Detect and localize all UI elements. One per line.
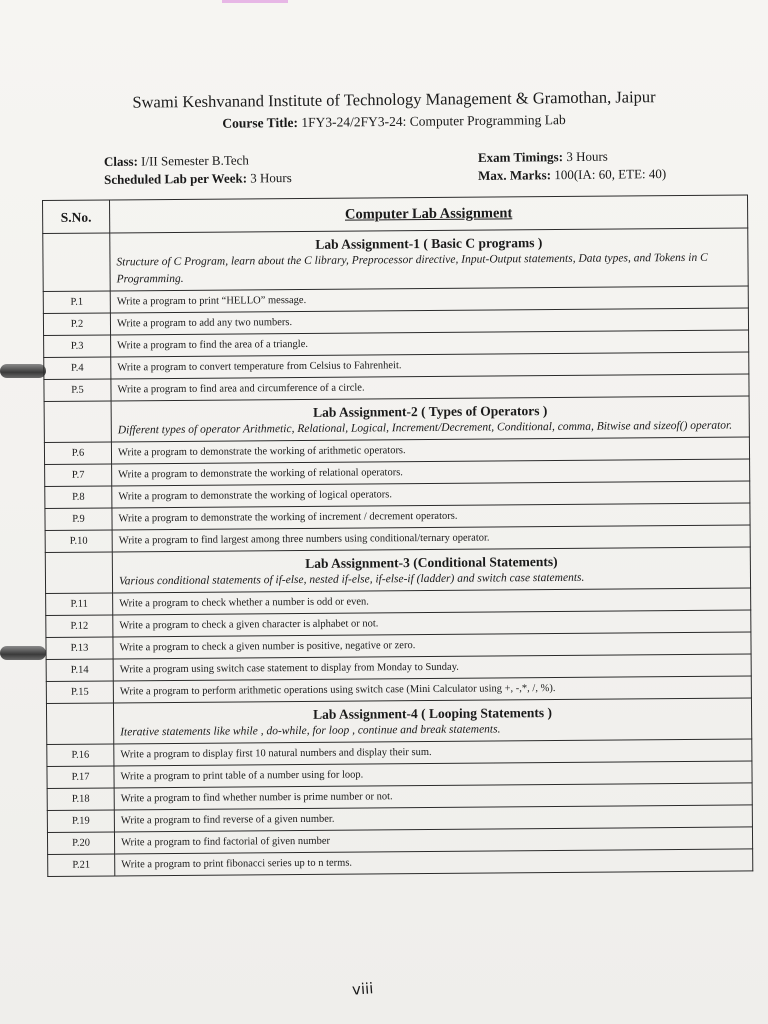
row-text: Write a program to demonstrate the working of arithmetic operators. [111, 437, 749, 464]
row-text: Write a program to find area and circumference of a circle. [111, 374, 749, 401]
row-text: Write a program using switch case statement to display from Monday to Sunday. [113, 654, 751, 681]
row-text: Write a program to demonstrate the working of logical operators. [112, 481, 750, 508]
section-title: Lab Assignment-2 ( Types of Operators ) [312, 403, 548, 420]
table-body [43, 228, 753, 877]
section-empty-cell [43, 233, 110, 292]
row-number: P.11 [46, 593, 113, 616]
section-description: Various conditional statements of if-else, nested if-else, if-else-if (ladder) and switch case statements. [118, 571, 585, 588]
binder-ring [0, 646, 46, 660]
assignment-header [110, 195, 748, 233]
table-header-row [43, 195, 748, 234]
row-text: Write a program to check a given character is alphabet or not. [113, 610, 751, 637]
section-header-row [45, 547, 750, 594]
row-number: P.6 [44, 442, 111, 465]
row-number: P.2 [43, 313, 110, 336]
section-cell [111, 396, 749, 442]
assignment-table-wrapper [42, 194, 753, 877]
marks-value: 100(IA: 60, ETE: 40) [554, 166, 667, 183]
institute-title: Swami Keshvanand Institute of Technology Management & Gramothan, Jaipur [132, 87, 656, 112]
row-number: P.3 [44, 335, 111, 358]
row-text: Write a program to find reverse of a given number. [114, 805, 752, 832]
row-text: Write a program to check whether a number is odd or even. [113, 588, 751, 615]
section-title: Lab Assignment-1 ( Basic C programs ) [315, 235, 543, 252]
exam-label: Exam Timings: [477, 149, 564, 165]
lab-value: 3 Hours [250, 170, 292, 186]
row-number: P.9 [45, 508, 112, 531]
row-number: P.14 [46, 659, 113, 682]
row-number: P.10 [45, 530, 112, 553]
row-text: Write a program to print fibonacci series up to n terms. [115, 849, 753, 876]
row-text: Write a program to demonstrate the working of increment / decrement operators. [112, 503, 750, 530]
row-number: P.18 [47, 788, 114, 811]
course-label: Course Title: [222, 114, 299, 131]
row-number: P.21 [48, 854, 115, 877]
row-text: Write a program to find whether number is prime number or not. [114, 783, 752, 810]
row-text: Write a program to print table of a number using for loop. [114, 761, 752, 788]
table-row [48, 849, 753, 877]
section-description: Different types of operator Arithmetic, Relational, Logical, Increment/Decrement, Conditional, comma, Bitwise and sizeof() operator. [117, 419, 733, 437]
row-text: Write a program to find largest among three numbers using conditional/ternary operator. [112, 525, 750, 552]
row-number: P.7 [45, 464, 112, 487]
page-number: viii [351, 979, 374, 999]
row-text: Write a program to perform arithmetic operations using switch case (Mini Calculator using +, -,*, /, %). [113, 676, 751, 703]
row-text: Write a program to demonstrate the working of relational operators. [112, 459, 750, 486]
row-number: P.8 [45, 486, 112, 509]
row-text: Write a program to add any two numbers. [110, 308, 748, 335]
section-empty-cell [45, 552, 112, 594]
exam-value: 3 Hours [566, 148, 608, 165]
assignment-table [42, 194, 753, 877]
section-title: Lab Assignment-3 (Conditional Statements) [305, 553, 558, 571]
row-number: P.20 [47, 832, 114, 855]
row-number: P.13 [46, 637, 113, 660]
class-label: Class: [103, 153, 138, 169]
pink-mark [222, 0, 288, 3]
class-value: I/II Semester B.Tech [141, 152, 249, 169]
sno-header: S.No. [43, 200, 110, 234]
section-empty-cell [46, 703, 113, 745]
marks-label: Max. Marks: [478, 167, 552, 183]
row-text: Write a program to convert temperature from Celsius to Fahrenheit. [111, 352, 749, 379]
course-title [0, 110, 768, 134]
row-text: Write a program to display first 10 natural numbers and display their sum. [114, 739, 752, 766]
section-header-row [44, 396, 749, 443]
section-description: Structure of C Program, learn about the C library, Preprocessor directive, Input-Output statements, Data types, and Tokens in C Programming. [116, 251, 708, 286]
row-number: P.4 [44, 357, 111, 380]
section-title: Lab Assignment-4 ( Looping Statements ) [313, 705, 553, 722]
section-header-row [46, 698, 751, 745]
meta-right [478, 147, 666, 185]
section-cell [113, 698, 751, 744]
row-number: P.5 [44, 379, 111, 402]
row-number: P.12 [46, 615, 113, 638]
row-number: P.16 [47, 744, 114, 767]
section-header-row [43, 228, 748, 292]
course-value: 1FY3-24/2FY3-24: Computer Programming Lab [301, 112, 566, 130]
section-description: Iterative statements like while , do-while, for loop , continue and break statements. [120, 723, 501, 739]
meta-left [104, 151, 292, 189]
row-text: Write a program to print “HELLO” message. [110, 286, 748, 313]
row-number: P.1 [43, 291, 110, 314]
row-text: Write a program to check a given number is positive, negative or zero. [113, 632, 751, 659]
row-number: P.15 [46, 681, 113, 704]
row-number: P.19 [47, 810, 114, 833]
row-text: Write a program to find factorial of given number [114, 827, 752, 854]
binder-ring [0, 364, 46, 378]
section-empty-cell [44, 401, 111, 443]
row-number: P.17 [47, 766, 114, 789]
section-cell [112, 547, 750, 593]
row-text: Write a program to find the area of a triangle. [111, 330, 749, 357]
assignment-header-title: Computer Lab Assignment [344, 205, 513, 223]
lab-label: Scheduled Lab per Week: [104, 170, 248, 187]
section-cell [110, 228, 748, 291]
